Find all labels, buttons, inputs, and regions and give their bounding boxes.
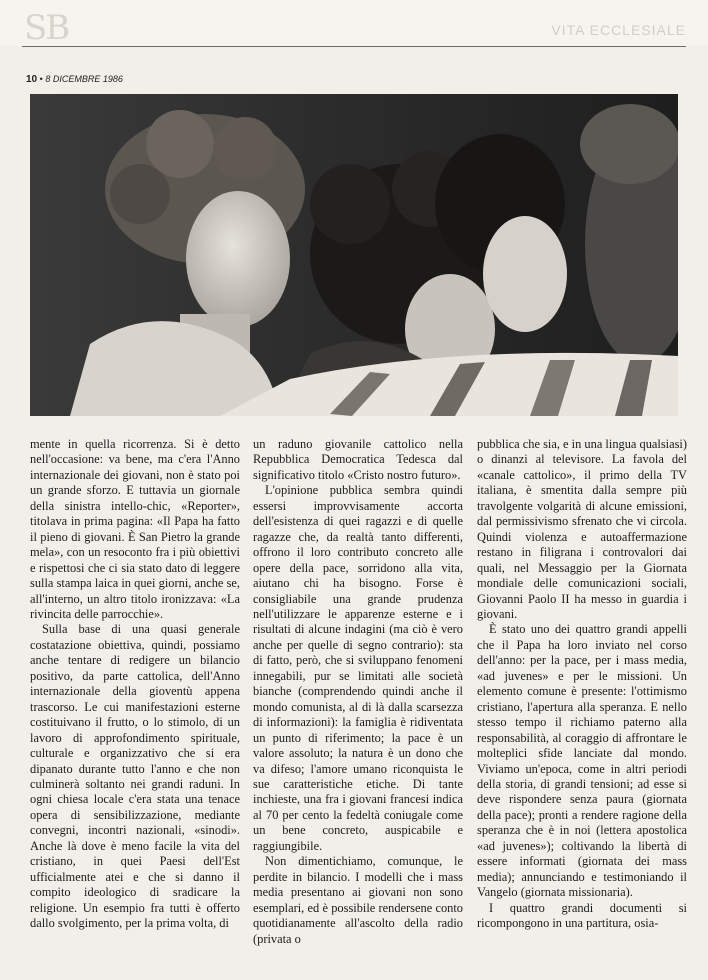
article-column-3	[477, 437, 687, 932]
article-photo	[30, 94, 678, 416]
paragraph: mente in quella ricorrenza. Si è detto nell'occasione: va bene, ma c'era l'Anno internazionale dei giovani, non è stato poi un grande sforzo. E tuttavia un giornale della sinistra intello-chic, «Reporter», titolava in prima pagina: «Il Papa ha fatto il pieno di giovani. È San Pietro la grande mela», con un resoconto fra i più obiettivi e rispettosi che ci sia stato dato di leggere sulla stampa laica in quei giorni, anche se, all'interno, un altro titolo ironizzava: «La rivincita delle parrocchie».	[30, 437, 240, 621]
paragraph: pubblica che sia, e in una lingua qualsiasi) o dinanzi al televisore. La favola del «canale cattolico», il primo della TV italiana, è smentita dalla sempre più travolgente volgarità di alcune emissioni, dal permissivismo sfrenato che vi circola. Quindi violenza e autoaffermazione restano in filigrana i controvalori dai quali, nel Messaggio per la Giornata mondiale delle comunicazioni sociali, Giovanni Paolo II ha messo in guardia i giovani.	[477, 437, 687, 621]
paragraph: Sulla base di una quasi generale costatazione obiettiva, quindi, possiamo anche tentare di redigere un bilancio positivo, da parte cattolica, dell'Anno internazionale della gioventù appena trascorso. Le cui manifestazioni esterne costituivano il frutto, o lo stimolo, di un lavoro di approfondimento spirituale, culturale e organizzativo che si era dipanato durante tutto l'anno e che non culminerà soltanto nei grandi raduni. In ogni chiesa locale c'era stata una tenace opera di sensibilizzazione, mediante convegni, incontri nazionali, «sinodi». Anche là dove è meno facile la vita del cristiano, in quei Paesi dell'Est ufficialmente atei e che si danno il compito ideologico di sradicare la religione. Un esempio fra tutti è offerto dallo svolgimento, per la prima volta, di	[30, 622, 240, 931]
section-watermark: VITA ECCLESIALE	[551, 22, 686, 38]
article-column-1	[30, 437, 240, 932]
photo-illustration	[30, 94, 678, 416]
paragraph: È stato uno dei quattro grandi appelli che il Papa ha loro inviato nel corso dell'anno: per la pace, per i mass media, «ad juvenes» e per le missioni. Un elemento comune è presente: l'ottimismo cristiano, l'apertura alla speranza. E nello stesso tempo il richiamo paterno alla responsabilità, al coraggio di affrontare le molteplici sfide lanciate dal mondo. Viviamo un'epoca, come in altri periodi della storia, di grandi tensioni; ad esse si deve rispondere senza paura (giornata della pace); pronti a rendere ragione della speranza che è in noi (lettera apostolica «ad juvenes»); coltivando la libertà di essere informati (giornata dei mass media); annunciando e testimoniando il Vangelo (giornata missionaria).	[477, 622, 687, 900]
issue-date: 8 DICEMBRE 1986	[45, 74, 123, 84]
watermark-logo: SB	[24, 8, 69, 48]
folio-separator: •	[39, 74, 43, 84]
header-rule	[22, 46, 686, 47]
paragraph: Non dimentichiamo, comunque, le perdite in bilancio. I modelli che i mass media presentano ai giovani non sono esemplari, ed è possibile rendersene conto quotidianamente all'ascolto della radio (privata o	[253, 854, 463, 946]
paragraph: I quattro grandi documenti si ricompongono in una partitura, osia-	[477, 900, 687, 931]
paragraph: L'opinione pubblica sembra quindi essersi improvvisamente accorta dell'esistenza di quei ragazzi e di quelle ragazze che, da realtà tanto differenti, offrono il loro contributo concreto alle opere della pace, sorridono alla vita, aiutano chi ha bisogno. Forse è consigliabile una grande prudenza nell'utilizzare le apparenze esterne e i risultati di alcune indagini (ma ciò è vero anche per quelle di segno contrario): sta di fatto, però, che si sviluppano fenomeni innegabili, pur se limitati alle società bianche (comprendendo quindi anche il mondo comunista, al di là dalla scarsezza di informazioni): la famiglia è ridiventata un punto di riferimento; la pace è un valore assoluto; la natura è un dono che va difeso; l'amore umano riconquista le sue caratteristiche etiche. Di tante inchieste, una fra i giovani francesi indica al 70 per cento la fedeltà coniugale come un bene concreto, auspicabile e raggiungibile.	[253, 483, 463, 853]
page-number: 10	[26, 74, 38, 85]
article-column-2	[253, 437, 463, 947]
paragraph: un raduno giovanile cattolico nella Repubblica Democratica Tedesca dal significativo titolo «Cristo nostro futuro».	[253, 437, 463, 482]
folio	[26, 74, 123, 85]
